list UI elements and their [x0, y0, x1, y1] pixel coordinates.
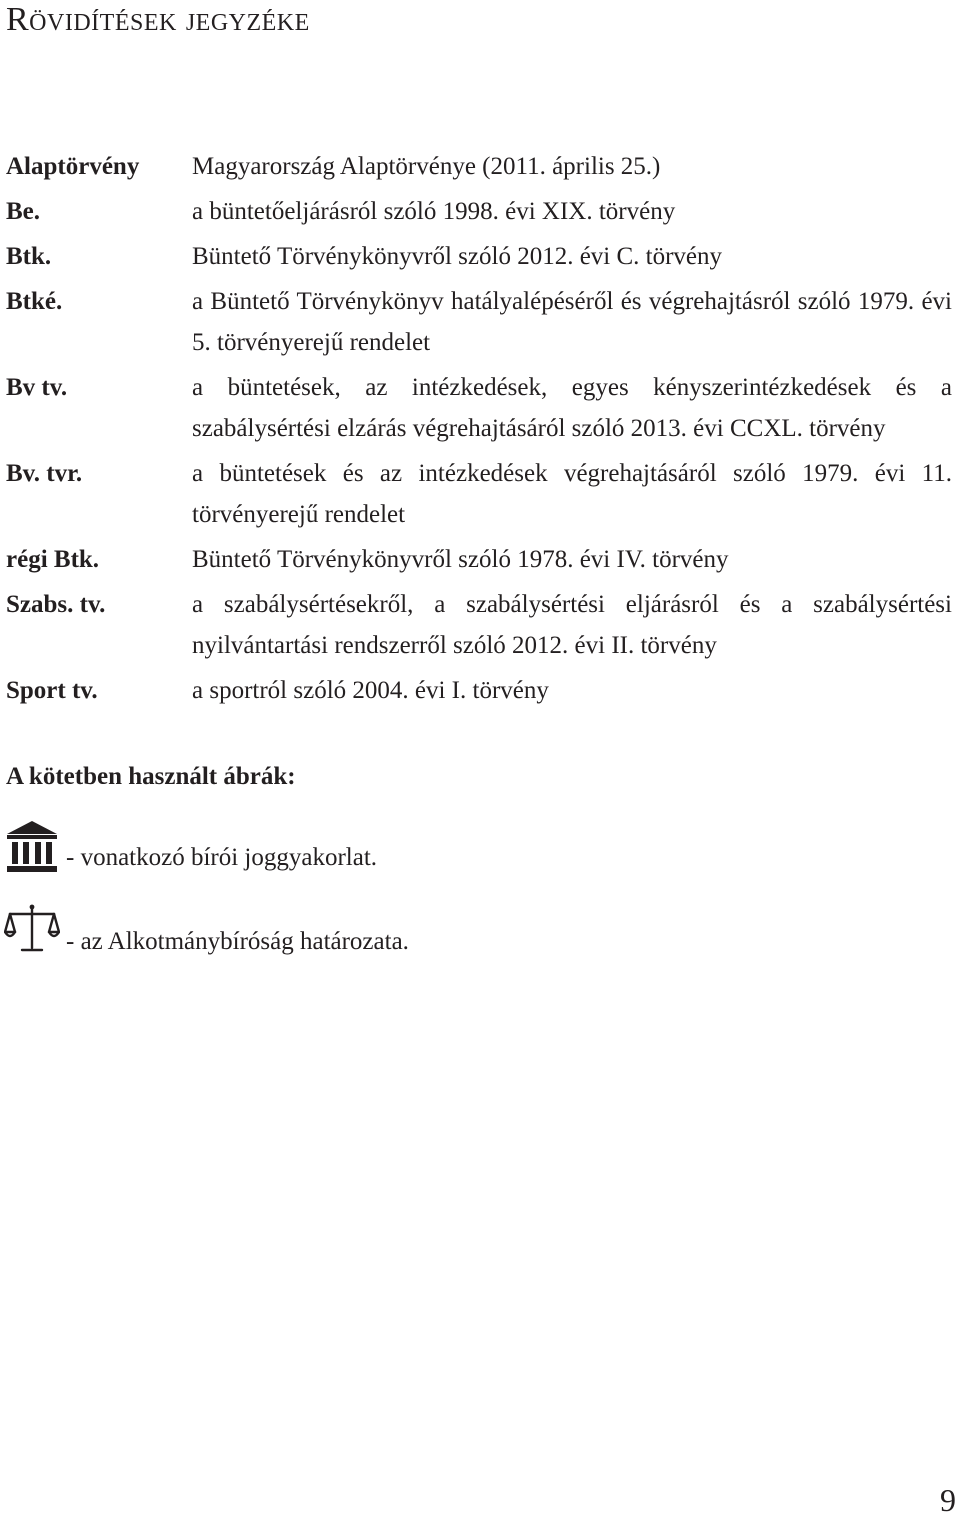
abbreviation-row	[6, 236, 956, 277]
abbreviation-definition: a sportról szóló 2004. évi I. törvény	[192, 677, 549, 704]
abbreviation-term: régi Btk.	[6, 546, 100, 573]
abbreviation-term: Sport tv.	[6, 677, 98, 704]
abbreviation-definition: Büntető Törvénykönyvről szóló 2012. évi C. törvény	[192, 243, 723, 270]
abbreviation-definition: Magyarország Alaptörvénye (2011. április 25.)	[192, 153, 661, 180]
abbreviation-list	[6, 146, 956, 715]
legend-item-case-law	[4, 818, 377, 874]
abbreviation-definition: a szabálysértésekről, a szabálysértési eljárásról és a szabálysértési nyilvántartási rendszerről szóló 2012. évi II. törvény	[192, 591, 952, 659]
abbreviation-term: Bv tv.	[6, 374, 68, 401]
abbreviation-term: Szabs. tv.	[6, 591, 106, 618]
abbreviation-row	[6, 146, 956, 187]
legend-text: - vonatkozó bírói joggyakorlat.	[66, 844, 378, 871]
abbreviation-definition: Büntető Törvénykönyvről szóló 1978. évi IV. törvény	[192, 546, 729, 573]
abbreviation-definition: a büntetések és az intézkedések végrehajtásáról szóló 1979. évi 11. törvényerejű rendelet	[192, 460, 952, 528]
abbreviation-row	[6, 281, 956, 363]
abbreviation-definition: a büntetések, az intézkedések, egyes kényszerintézkedések és a szabálysértési elzárás végrehajtásáról szóló 2013. évi CCXL. törvény	[192, 374, 952, 442]
abbreviation-definition: a Büntető Törvénykönyv hatályalépéséről és végrehajtásról szóló 1979. évi 5. törvényerejű rendelet	[192, 288, 952, 356]
abbreviation-term: Be.	[6, 198, 41, 225]
abbreviation-term: Alaptörvény	[6, 153, 140, 180]
courthouse-icon	[4, 818, 60, 874]
abbreviation-term: Btké.	[6, 288, 63, 315]
abbreviation-row	[6, 453, 956, 535]
legend-text: - az Alkotmánybíróság határozata.	[66, 928, 409, 955]
abbreviation-term: Bv. tvr.	[6, 460, 83, 487]
abbreviation-row	[6, 191, 956, 232]
page-title: Rövidítések jegyzéke	[6, 1, 310, 38]
page-number: 9	[940, 1482, 956, 1518]
abbreviation-row	[6, 670, 956, 711]
abbreviation-row	[6, 367, 956, 449]
abbreviation-term: Btk.	[6, 243, 52, 270]
figures-title: A kötetben használt ábrák:	[6, 763, 296, 790]
legend-item-constitutional-court	[4, 902, 409, 958]
abbreviation-definition: a büntetőeljárásról szóló 1998. évi XIX. törvény	[192, 198, 676, 225]
abbreviation-row	[6, 539, 956, 580]
scales-icon	[4, 902, 60, 958]
abbreviation-row	[6, 584, 956, 666]
